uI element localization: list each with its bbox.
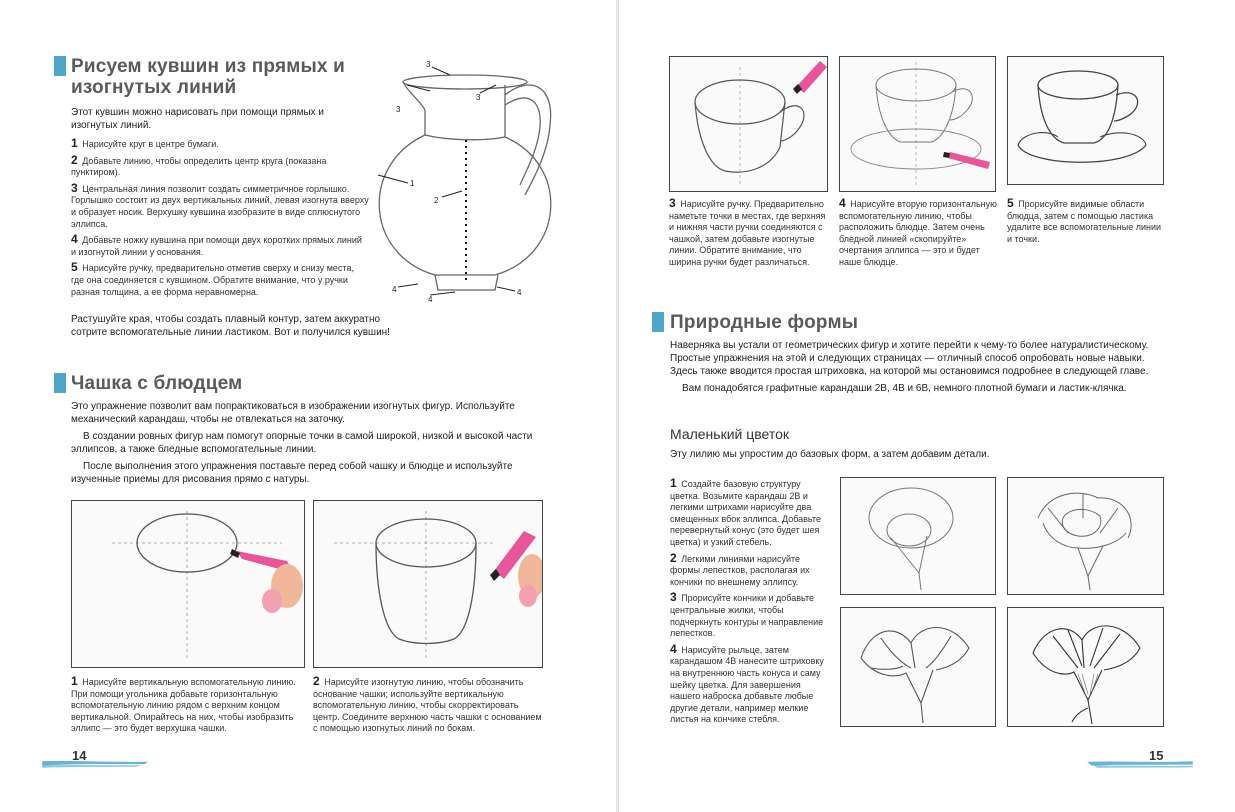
page-number: 14: [72, 748, 87, 763]
flower-steps: [670, 478, 830, 730]
cup-title: Чашка с блюдцем: [71, 373, 243, 394]
section-accent-bar: [652, 312, 664, 332]
flower-step: 4 Нарисуйте рыльце, затем карандашом 4B нанесите штриховку на внутреннюю часть конуса и саму шейку цветка. Для завершения нашего наброска добавьте любые другие детали, например мелкие листья на кончике стебля.: [670, 641, 824, 725]
flower-step4-image: [1007, 607, 1164, 727]
jug-illustration: [370, 55, 570, 305]
cup-caption-1: 1 Нарисуйте вертикальную вспомогательную линию. При помощи угольника добавьте горизонтальную вспомогательную линию рядом с верхним концом вертикальной. Опирайтесь на них, чтобы изобразить эллипс — это будет верхушка чашки.: [71, 674, 296, 734]
cup-step4-image: [839, 56, 996, 192]
cup-text: [71, 400, 549, 490]
cup-paragraph: Это упражнение позволит вам попрактиковаться в изображении изогнутых фигур. Используйте механический карандаш, чтобы не отвлекаться на заточку.: [71, 401, 515, 425]
jug-title: Рисуем кувшин из прямых и изогнутых линий: [71, 56, 346, 98]
cup-step2-image: [313, 500, 543, 668]
cup-caption-4: 4 Нарисуйте вторую горизонтальную вспомогательную линию, чтобы расположить блюдце. Затем очень бледной линией «скопируйте» очертания эллипса — это и будет наше блюдце.: [839, 196, 997, 267]
jug-step: 2 Добавьте линию, чтобы определить центр круга (показана пунктиром).: [71, 152, 327, 178]
cup-paragraph: После выполнения этого упражнения поставьте перед собой чашку и блюдце и используйте изученные приемы для рисования прямо с натуры.: [71, 461, 513, 485]
brush-stroke-decoration: [0, 759, 190, 769]
jug-label: 3: [426, 60, 431, 69]
jug-label: 4: [517, 288, 522, 297]
jug-steps: [71, 138, 369, 302]
jug-label: 4: [392, 285, 397, 294]
jug-label: 2: [434, 196, 439, 205]
jug-step: 4 Добавьте ножку кувшина при помощи двух коротких прямых линий и изогнутой линии у основания.: [71, 232, 362, 257]
jug-step: 5 Нарисуйте ручку, предварительно отметив сверху и снизу места, где она соединяется с кувшином. Обратите внимание, что у ручки разная толщина, а ее форма неравномерна.: [71, 260, 354, 297]
jug-outro: Растушуйте края, чтобы создать плавный контур, затем аккуратно сотрите вспомогательные линии ластиком. Вот и получился кувшин!: [71, 314, 390, 338]
page-number: 15: [1149, 748, 1164, 763]
section-accent-bar: [54, 56, 66, 76]
cup-caption-2: 2 Нарисуйте изогнутую линию, чтобы обозначить основание чашки; используйте вертикальную вспомогательную линию, чтобы скорректировать центр. Соедините верхнюю часть чашки с основанием с помощью изогнутых линий по бокам.: [313, 674, 542, 734]
flower-subtitle: Маленький цветок: [670, 426, 790, 442]
jug-label: 4: [428, 295, 433, 304]
flower-step: 2 Легкими линиями нарисуйте формы лепестков, располагая их кончики по внешнему эллипсу.: [670, 550, 810, 587]
flower-step: 3 Прорисуйте кончики и добавьте центральные жилки, чтобы подчеркнуть контуры и направление лепестков.: [670, 590, 824, 639]
cup-paragraph: В создании ровных фигур нам помогут опорные точки в самой широкой, низкой и высокой части эллипсов, а также бледные вспомогательные линии.: [71, 431, 533, 455]
cup-step1-image: [71, 500, 305, 668]
cup-step5-image: [1007, 56, 1164, 185]
jug-step: 3 Центральная линия позволит создать симметричное горлышко. Горлышко состоит из двух вертикальных линий, левая изогнута вверху и образует носик. Верхушку кувшина изобразите в виде сплюснутого эллипса.: [71, 180, 369, 229]
jug-label: 1: [410, 179, 415, 188]
nature-text: [670, 339, 1170, 399]
left-page: [0, 0, 616, 812]
jug-step: 1 Нарисуйте круг в центре бумаги.: [71, 136, 219, 150]
flower-step3-image: [840, 607, 996, 727]
flower-intro: Эту лилию мы упростим до базовых форм, а затем добавим детали.: [670, 449, 990, 460]
brush-stroke-decoration: [1045, 759, 1235, 769]
jug-intro: Этот кувшин можно нарисовать при помощи прямых и изогнутых линий.: [71, 107, 325, 131]
right-page: [619, 0, 1235, 812]
section-accent-bar: [54, 373, 66, 393]
jug-label: 3: [476, 93, 481, 102]
cup-caption-5: 5 Прорисуйте видимые области блюдца, затем с помощью ластика удалите все вспомогательные линии и точки.: [1007, 196, 1162, 244]
flower-step: 1 Создайте базовую структуру цветка. Возьмите карандаш 2B и легкими штрихами нарисуйте два смещенных вбок эллипса. Добавьте перевернутый конус (это будет шея цветка) и узкий стебель.: [670, 476, 821, 547]
cup-step3-image: [669, 56, 828, 192]
cup-caption-3: 3 Нарисуйте ручку. Предварительно наметьте точки в местах, где верхняя и нижняя части ручки соединяются с чашкой, затем добавьте изогнутые линии. Обратите внимание, что ширина ручки будет различаться.: [669, 196, 826, 267]
nature-paragraph: Наверняка вы устали от геометрических фигур и хотите перейти к чему-то более натуралистическому. Простые упражнения на этой и следующих страницах — отличный способ опробовать новые навыки. Здесь также вводится простая штриховка, на которой мы остановимся подробнее в следующей главе.: [670, 340, 1149, 377]
nature-title: Природные формы: [670, 312, 859, 333]
flower-step2-image: [1007, 477, 1164, 595]
nature-paragraph: Вам понадобятся графитные карандаши 2B, 4B и 6B, немного плотной бумаги и ластик-клячка.: [682, 383, 1127, 394]
flower-step1-image: [840, 477, 996, 595]
jug-label: 3: [396, 105, 401, 114]
